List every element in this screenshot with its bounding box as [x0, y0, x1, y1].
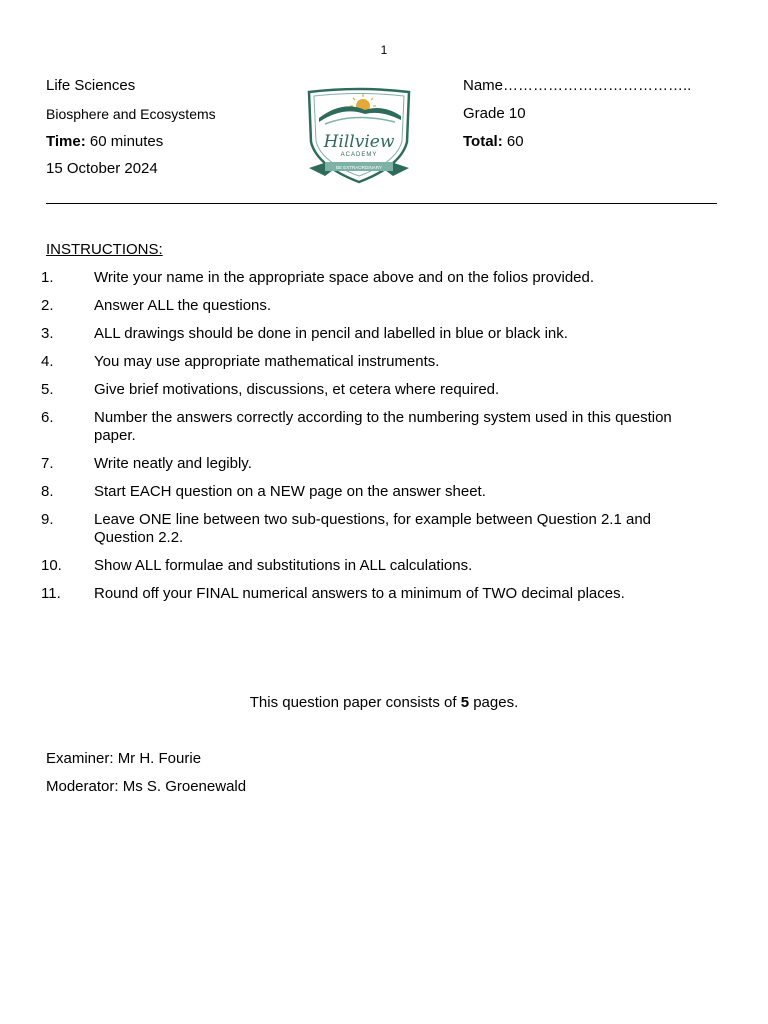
total-value: 60 [502, 133, 524, 150]
total-label: Total: [463, 133, 503, 150]
instruction-text: ALL drawings should be done in pencil and labelled in blue or black ink. [94, 325, 568, 342]
examiner: Examiner: Mr H. Fourie [46, 750, 202, 767]
instruction-item [41, 409, 681, 445]
instruction-number: 7. [41, 455, 54, 472]
instruction-text: Show ALL formulae and substitutions in ALL calculations. [94, 557, 473, 574]
total [463, 133, 524, 150]
logo-academy: ACADEMY [340, 152, 378, 158]
page-count-pre: This question paper consists of [249, 694, 461, 711]
subject: Life Sciences [46, 77, 136, 94]
instruction-item [41, 381, 681, 399]
instructions-heading: INSTRUCTIONS: [46, 241, 163, 258]
instruction-text: Number the answers correctly according to the numbering system used in this question paper. [94, 409, 672, 444]
topic: Biosphere and Ecosystems [46, 106, 216, 122]
instruction-number: 11. [41, 585, 61, 602]
instruction-text: Give brief motivations, discussions, et cetera where required. [94, 381, 500, 398]
instruction-text: Start EACH question on a NEW page on the answer sheet. [94, 483, 486, 500]
time-value: 60 minutes [85, 133, 164, 150]
instruction-item [41, 269, 681, 287]
page-count-note [0, 694, 768, 711]
instruction-item [41, 557, 681, 575]
instruction-number: 2. [41, 297, 54, 314]
logo-school-name: Hillview [323, 132, 395, 152]
instruction-item [41, 455, 681, 473]
instruction-item [41, 325, 681, 343]
page-count-post: pages. [469, 694, 519, 711]
instruction-number: 9. [41, 511, 54, 528]
header-divider [46, 203, 717, 204]
instruction-item [41, 511, 681, 547]
instruction-number: 8. [41, 483, 54, 500]
school-crest-icon [305, 84, 413, 188]
instruction-item [41, 353, 681, 371]
instruction-item [41, 585, 681, 603]
instruction-text: Write neatly and legibly. [94, 455, 252, 472]
instruction-number: 4. [41, 353, 54, 370]
instruction-item [41, 297, 681, 315]
moderator: Moderator: Ms S. Groenewald [46, 778, 247, 795]
instruction-number: 6. [41, 409, 54, 426]
exam-date: 15 October 2024 [46, 160, 158, 177]
instruction-text: Leave ONE line between two sub-questions, for example between Question 2.1 and Question 2.2. [94, 511, 652, 546]
time [46, 133, 163, 150]
instruction-number: 10. [41, 557, 62, 574]
logo-motto: BE EXTRAORDINARY [336, 165, 382, 170]
page-number: 1 [380, 43, 388, 57]
time-label: Time: [46, 133, 86, 150]
instruction-text: Round off your FINAL numerical answers to a minimum of TWO decimal places. [94, 585, 625, 602]
instruction-text: You may use appropriate mathematical instruments. [94, 353, 440, 370]
instruction-number: 5. [41, 381, 54, 398]
instruction-item [41, 483, 681, 501]
school-logo [305, 84, 413, 188]
instruction-number: 1. [41, 269, 54, 286]
instructions-list [41, 269, 681, 613]
instruction-text: Write your name in the appropriate space above and on the folios provided. [94, 269, 595, 286]
grade: Grade 10 [463, 105, 526, 122]
page-count-value: 5 [460, 694, 470, 711]
instruction-number: 3. [41, 325, 54, 342]
instruction-text: Answer ALL the questions. [94, 297, 272, 314]
name-field: Name……………………………….. [463, 77, 692, 94]
